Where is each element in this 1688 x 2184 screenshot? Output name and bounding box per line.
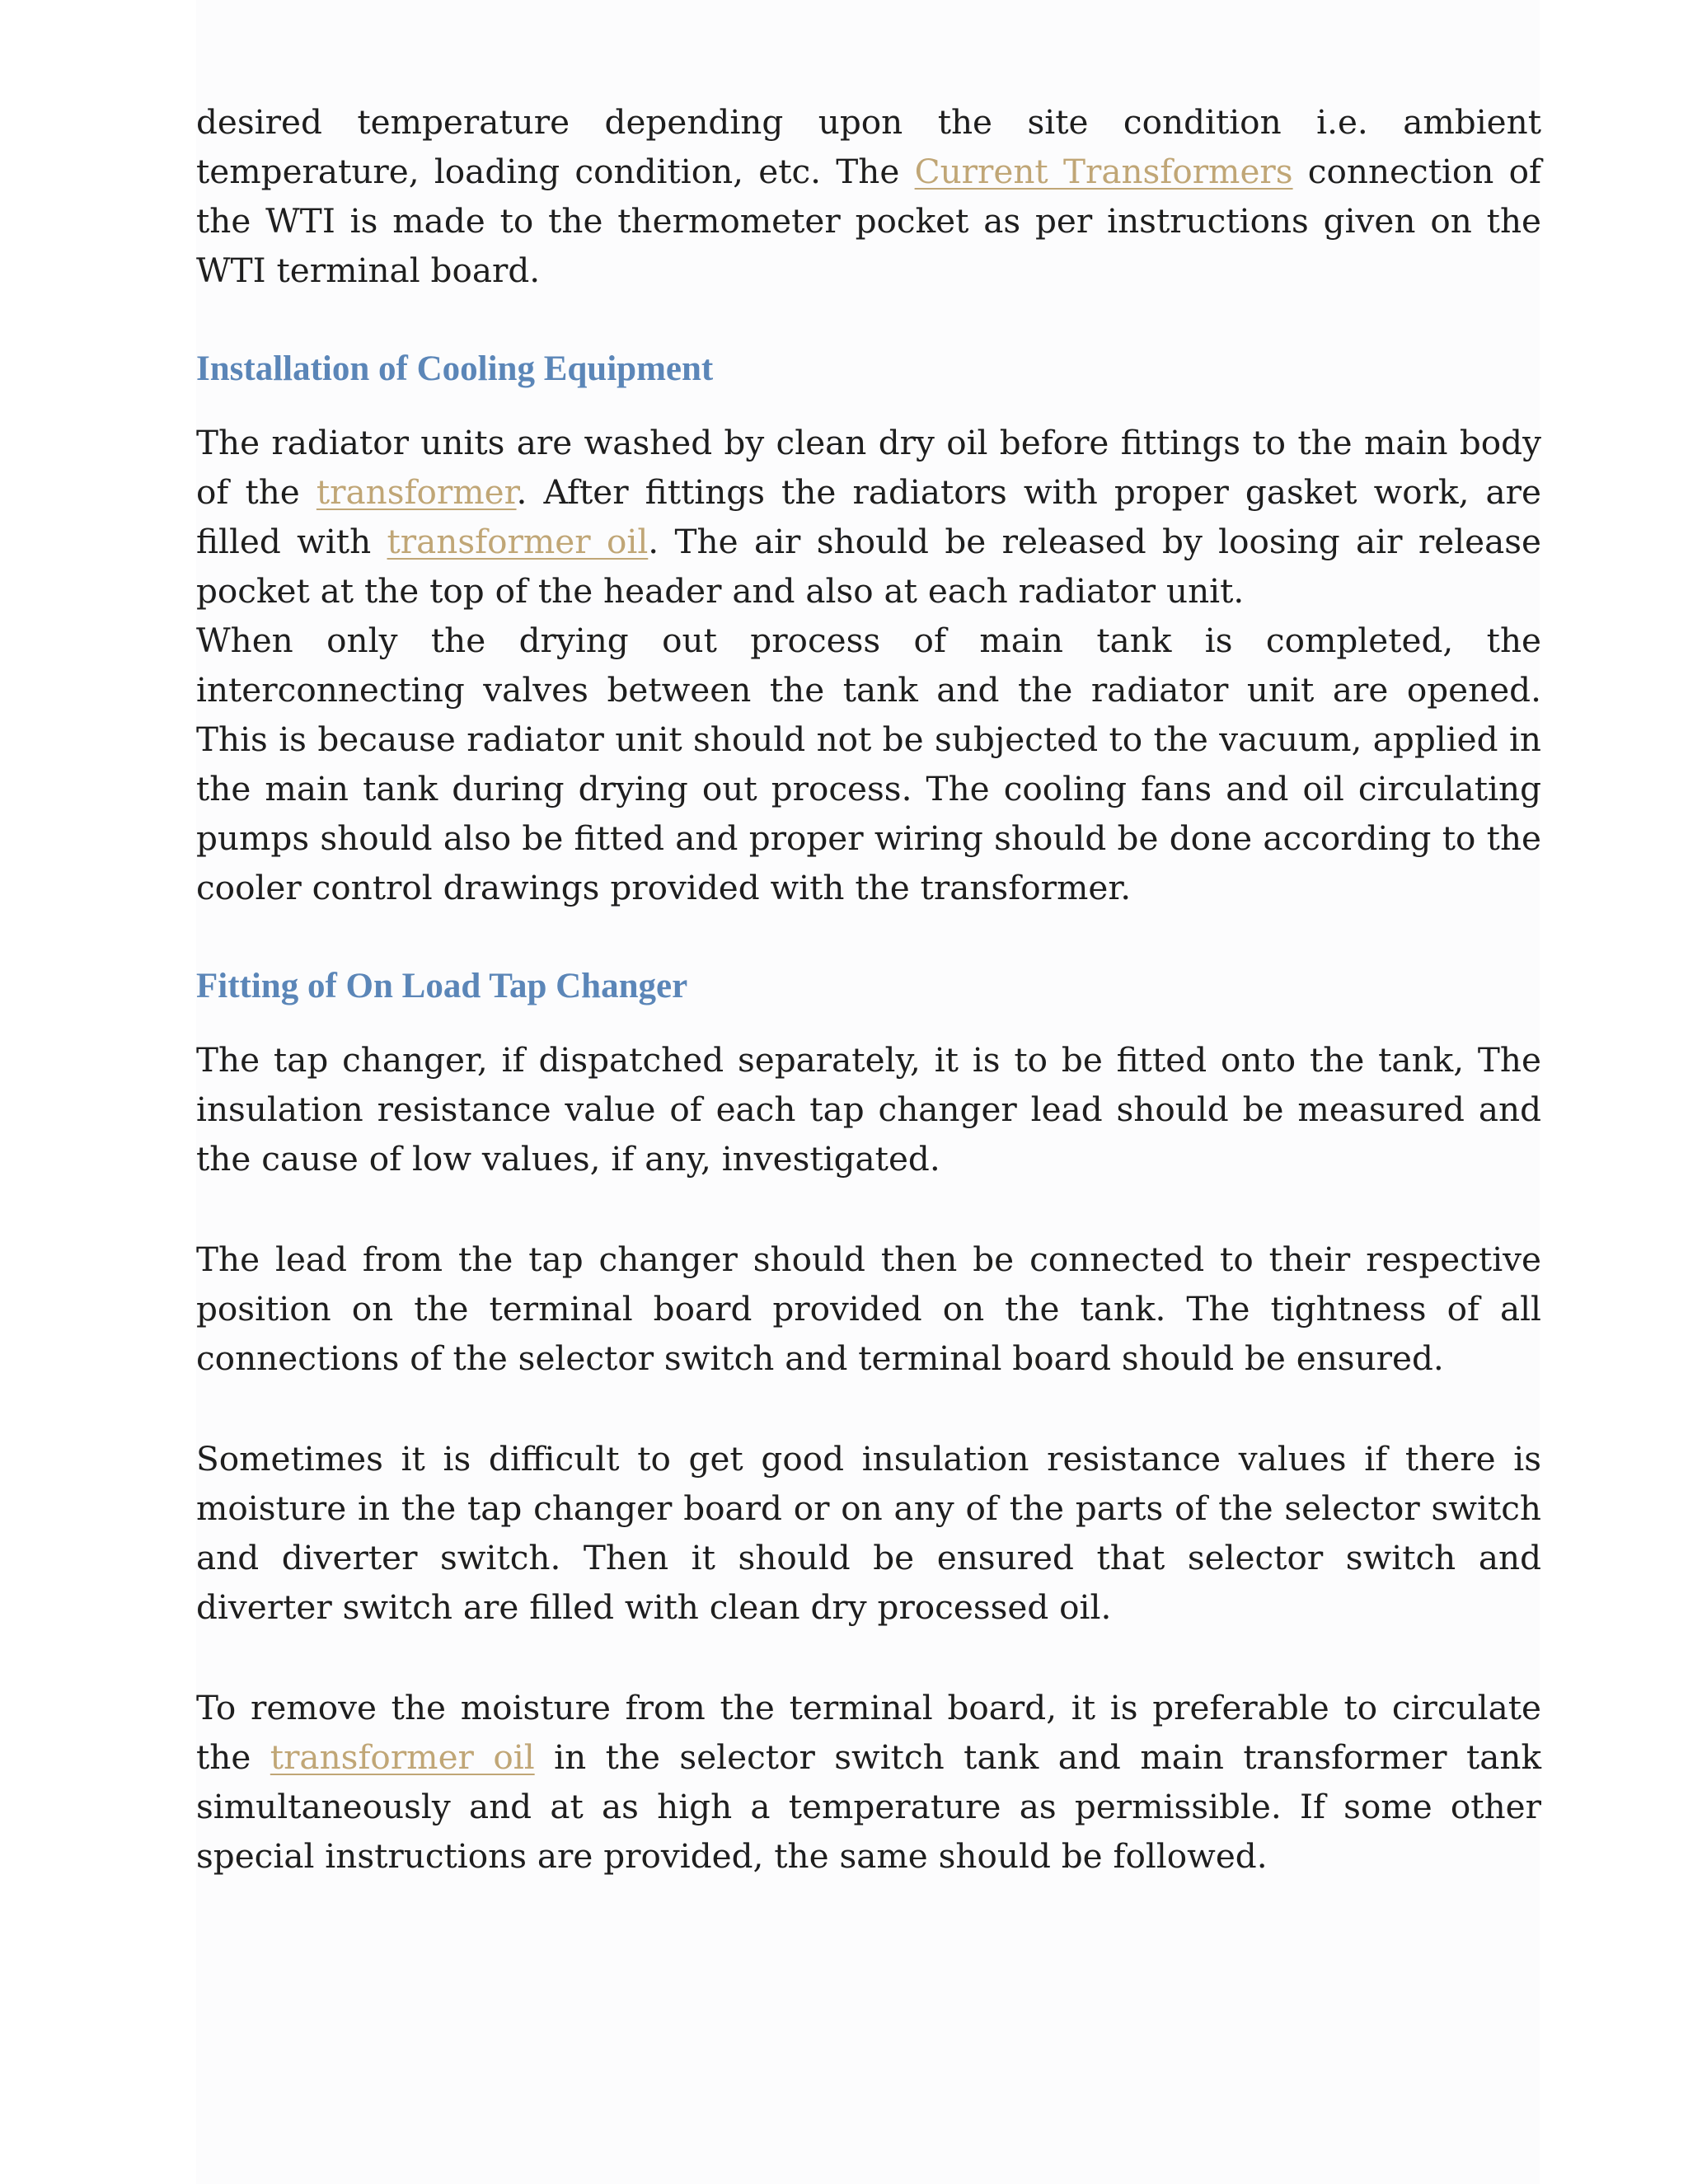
intro-paragraph xyxy=(196,97,1541,295)
intro-text-1: desired temperature depending upon the site condition i.e. ambient temperature, loading condition, etc. The xyxy=(196,102,1541,191)
cooling-paragraph-2: When only the drying out process of main tank is completed, the interconnecting valves between the tank and the radiator unit are opened. This is because radiator unit should not be subjected to the vacuum, applied in the main tank during drying out process. The cooling fans and oil circulating pumps should also be fitted and proper wiring should be done according to the cooler control drawings provided with the transformer. xyxy=(196,621,1541,907)
cooling-paragraph-1 xyxy=(196,418,1541,616)
cooling-p1-text-3: . The air should be released by loosing air release pocket at the top of the header and also at each radiator unit. xyxy=(196,522,1541,611)
transformer-oil-link-2[interactable]: transformer oil xyxy=(270,1737,535,1777)
cooling-p1-text-1: The radiator units are washed by clean dry oil before fittings to the main body of the xyxy=(196,423,1541,512)
cooling-p1-text-2: . After fittings the radiators with proper gasket work, are filled with xyxy=(196,472,1541,561)
tap-changer-p4-text-2: in the selector switch tank and main transformer tank simultaneously and at as high a temperature as permissible. If some other special instructions are provided, the same should be followed. xyxy=(196,1737,1541,1876)
tap-changer-heading: Fitting of On Load Tap Changer xyxy=(196,967,688,1005)
transformer-link[interactable]: transformer xyxy=(316,472,517,512)
tap-changer-paragraph-2: The lead from the tap changer should then be connected to their respective position on the terminal board provided on the tank. The tightness of all connections of the selector switch and terminal board should be ensured. xyxy=(196,1240,1541,1378)
tap-changer-paragraph-4 xyxy=(196,1683,1541,1881)
tap-changer-paragraph-1: The tap changer, if dispatched separately, it is to be fitted onto the tank, The insulation resistance value of each tap changer lead should be measured and the cause of low values, if any, investigated. xyxy=(196,1040,1541,1179)
tap-changer-p4-text-1: To remove the moisture from the terminal board, it is preferable to circulate the xyxy=(196,1688,1541,1777)
intro-text-2: connection of the WTI is made to the thermometer pocket as per instructions given on the WTI terminal board. xyxy=(196,152,1541,290)
current-transformers-link[interactable]: Current Transformers xyxy=(914,152,1293,191)
tap-changer-paragraph-3: Sometimes it is difficult to get good insulation resistance values if there is moisture in the tap changer board or on any of the parts of the selector switch and diverter switch. Then it should be ensured that selector switch and diverter switch are filled with clean dry processed oil. xyxy=(196,1439,1541,1627)
cooling-equipment-heading: Installation of Cooling Equipment xyxy=(196,349,714,388)
document-body xyxy=(196,97,1541,1881)
transformer-oil-link[interactable]: transformer oil xyxy=(387,522,649,561)
